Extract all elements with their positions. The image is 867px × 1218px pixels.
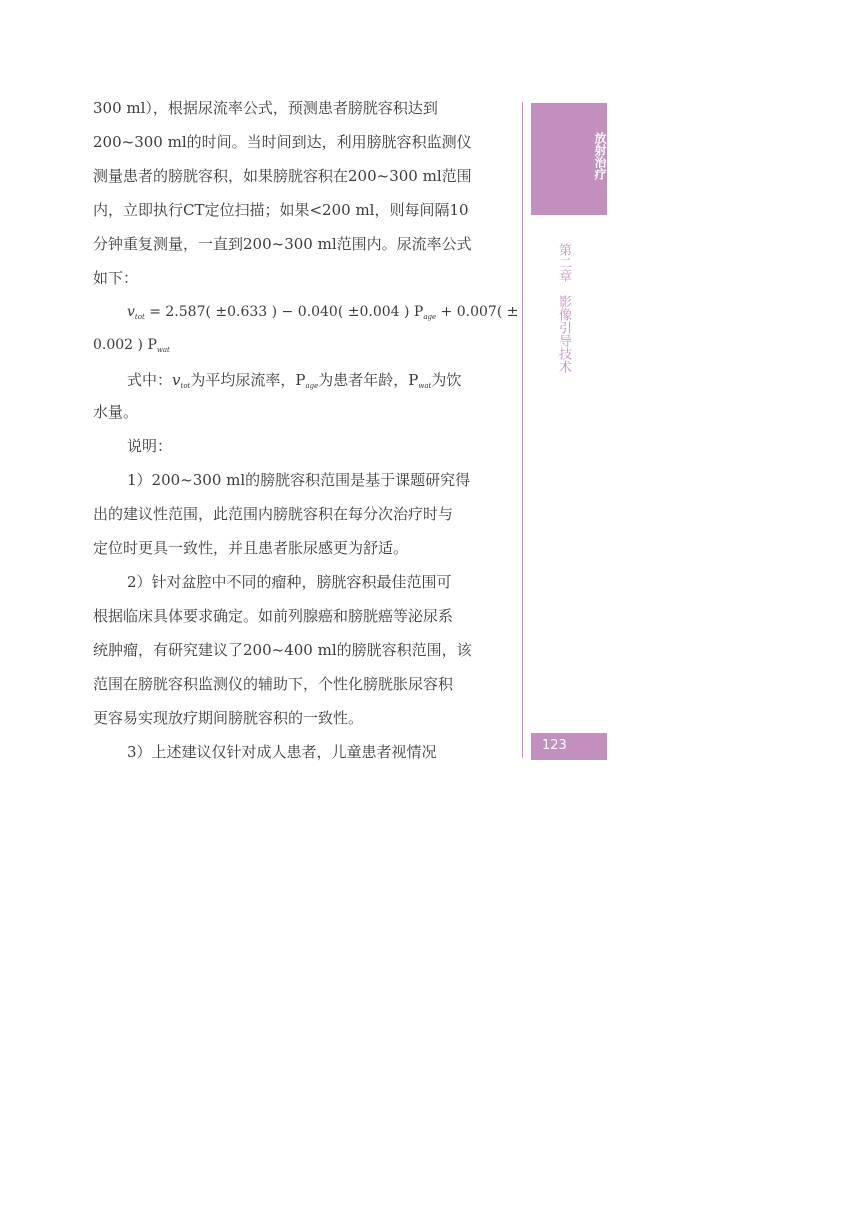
explanation-text: 为饮	[431, 371, 462, 389]
margin-divider	[522, 102, 523, 758]
paragraph-line: 200~300 ml的时间。当时间到达，利用膀胱容积监测仪	[93, 133, 472, 151]
paragraph-line: 如下：	[93, 269, 139, 287]
note-line: 2）针对盆腔中不同的瘤种，膀胱容积最佳范围可	[127, 573, 452, 591]
explanation-line-2: 水量。	[93, 403, 139, 421]
section-tab	[531, 103, 607, 215]
paragraph-line: 测量患者的膀胱容积，如果膀胱容积在200~300 ml范围	[93, 167, 472, 185]
formula-subscript: tot	[134, 313, 145, 321]
note-line: 根据临床具体要求确定。如前列腺癌和膀胱癌等泌尿系	[93, 607, 454, 625]
formula-subscript: age	[305, 382, 319, 390]
formula-variable: v	[172, 371, 181, 389]
chapter-title: 第二章 影像引导技术	[556, 243, 571, 373]
note-line: 定位时更具一致性，并且患者胀尿感更为舒适。	[93, 539, 409, 557]
explanation-text: 式中：	[127, 371, 173, 389]
formula-text: 0.002 ) P	[93, 337, 157, 353]
paragraph-line: 内，立即执行CT定位扫描；如果<200 ml，则每间隔10	[93, 201, 469, 219]
note-line: 3）上述建议仅针对成人患者，儿童患者视情况	[127, 743, 437, 761]
paragraph-line: 分钟重复测量，一直到200~300 ml范围内。尿流率公式	[93, 235, 472, 253]
explanation-text: 为平均尿流率，P	[190, 371, 306, 389]
explanation-text: 为患者年龄，P	[318, 371, 419, 389]
note-line: 更容易实现放疗期间膀胱容积的一致性。	[93, 709, 364, 727]
formula-line-2	[93, 335, 170, 360]
formula-subscript: wat	[156, 346, 170, 354]
formula-subscript: age	[423, 313, 437, 321]
formula-variable: v	[127, 304, 135, 320]
page-number-badge	[531, 733, 607, 760]
note-line: 统肿瘤，有研究建议了200~400 ml的膀胱容积范围，该	[93, 641, 472, 659]
formula-subscript: wat	[418, 382, 432, 390]
explanation-line-1	[127, 370, 461, 396]
note-label: 说明：	[127, 437, 173, 455]
paragraph-line: 300 ml），根据尿流率公式，预测患者膀胱容积达到	[93, 99, 438, 117]
page-number: 123	[542, 738, 567, 753]
note-line: 出的建议性范围，此范围内膀胱容积在每分次治疗时与	[93, 505, 454, 523]
formula-subscript: tot	[180, 382, 191, 390]
formula-line-1	[127, 302, 518, 327]
section-title: 放射治疗	[593, 132, 607, 180]
note-line: 范围在膀胱容积监测仪的辅助下，个性化膀胱胀尿容积	[93, 675, 454, 693]
formula-text: = 2.587( ±0.633 ) − 0.040( ±0.004 ) P	[144, 304, 424, 320]
formula-text: + 0.007( ±	[436, 304, 519, 320]
note-line: 1）200~300 ml的膀胱容积范围是基于课题研究得	[127, 471, 471, 489]
